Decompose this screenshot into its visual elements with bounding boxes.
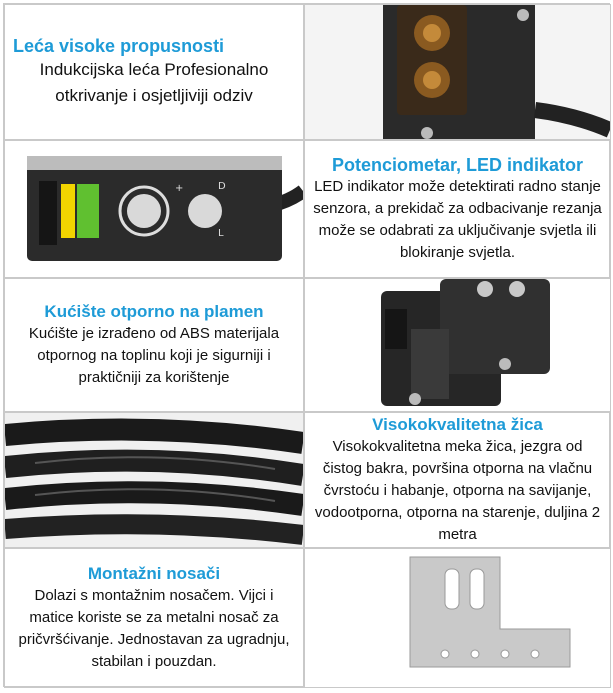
feature-description: Kućište je izrađeno od ABS materijala otpornog na toplinu koji je sigurniji i praktičniji za korištenje [28,325,280,386]
svg-text:L: L [218,228,224,239]
feature-cable-text [304,412,611,548]
feature-title: Montažni nosači [87,564,221,583]
housing-image [304,278,611,412]
potentiometer-image [4,140,304,278]
feature-title: Kućište otporno na plamen [44,302,264,321]
cable-image [4,412,304,548]
feature-description: Visokokvalitetna meka žica, jezgra od čistog bakra, površina otporna na vlačnu čvrstoću i habanje, otporna na savijanje, vodootporna, otporna na starenje, duljina 2 metra [314,438,601,543]
feature-title: Potenciometar, LED indikator [331,155,584,175]
sensor-lens-image [304,4,611,140]
feature-description: LED indikator može detektirati radno stanje senzora, a prekidač za odbacivanje rezanja može se odabrati za uključivanje svjetla ili blokiranje svjetla. [313,178,602,261]
svg-text:D: D [218,181,226,192]
feature-description: Indukcijska leća Profesionalno otkrivanje i osjetljiviji odziv [39,60,269,105]
feature-lens-text [4,4,304,140]
feature-potentiometer-text [304,140,611,278]
feature-housing-text [4,278,304,412]
feature-title: Visokokvalitetna žica [372,415,543,434]
feature-title: Leća visoke propusnosti [13,36,225,56]
bracket-image [304,548,611,688]
feature-grid [3,3,610,687]
feature-bracket-text [4,548,304,688]
svg-text:+: + [175,183,184,194]
feature-description: Dolazi s montažnim nosačem. Vijci i matice koriste se za metalni nosač za pričvršćivanje. Jednostavan za ugradnju, stabilan i pouzdan. [18,587,290,670]
